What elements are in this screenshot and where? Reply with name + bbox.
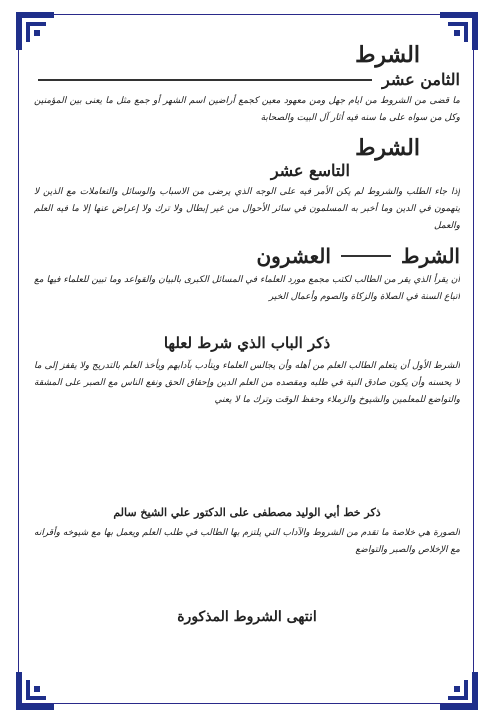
section-heading-ordinal: الثامن عشر	[382, 70, 460, 89]
section-heading-word: الشرط	[400, 244, 460, 268]
closing-text: الصورة هي خلاصة ما تقدم من الشروط والآداب التي يلتزم بها الطالب في طلب العلم ويعمل بها مع شيوخه وأقرانه مع الإخلاص والصبر والتواضع	[34, 528, 460, 555]
heading-rule	[341, 255, 391, 257]
section-text: ما قضى من الشروط من ايام جهل ومن معهود معين كجمع أراضين اسم الشهر أو جمع مثل ما يعنى بين المؤمنين وكل من سواه على ما سنه فيه أثار آل البيت والصحابة	[34, 96, 460, 123]
chapter-heading: ذكر الباب الذي شرط لعلها	[163, 334, 331, 352]
manuscript-content	[34, 40, 460, 625]
section-heading-ordinal: التاسع عشر	[270, 161, 350, 180]
corner-ornament-icon	[14, 670, 56, 712]
corner-ornament-icon	[438, 670, 480, 712]
section-heading-ordinal-row	[34, 70, 460, 89]
section-text: إذا جاء الطلب والشروط لم يكن الأمر فيه على الوجه الذي يرضى من الاسباب والوسائل والتعاملات مع الذين لا يتهمون في الدين وما أخبر به المسلمون في سائر الأحوال من غير إبطال ولا ترك ولا إعراض عنها إلا ما فيه العلم والعمل	[34, 187, 460, 231]
attribution-heading: ذكر خط أبي الوليد مصطفى على الدكتور علي الشيخ سالم	[113, 506, 381, 519]
closing-line	[34, 609, 460, 625]
chapter-text: الشرط الأول أن يتعلم الطالب العلم من أهله وأن يجالس العلماء ويتأدب بآدابهم ويأخذ العلم بالتدريج ولا يقفز إلى ما لا يحسنه وأن يكون صادق النية في طلبه ومقصده من العلم الدين وإحقاق الحق ونفع الناس مع الصبر على المشقة والتواضع للمعلمين والشيوخ والزملاء وحفظ الوقت وترك ما لا يعني	[34, 361, 460, 405]
section-heading-word: الشرط	[355, 135, 420, 161]
section-heading-word: الشرط	[355, 42, 420, 68]
closing-text-label: انتهى الشروط المذكورة	[177, 609, 317, 625]
heading-rule	[38, 79, 372, 81]
section-heading-ordinal: العشرون	[256, 244, 331, 268]
section-text: أن يقرأ الذي يقر من الطالب لكتب مجمع مورد العلماء في المسائل الكبرى بالبيان والقواعد وما تبين للعلماء فيها مع اتباع السنة في الصلاة والزكاة والصوم وأعمال الخير	[34, 275, 460, 302]
section-heading-row	[34, 244, 460, 268]
